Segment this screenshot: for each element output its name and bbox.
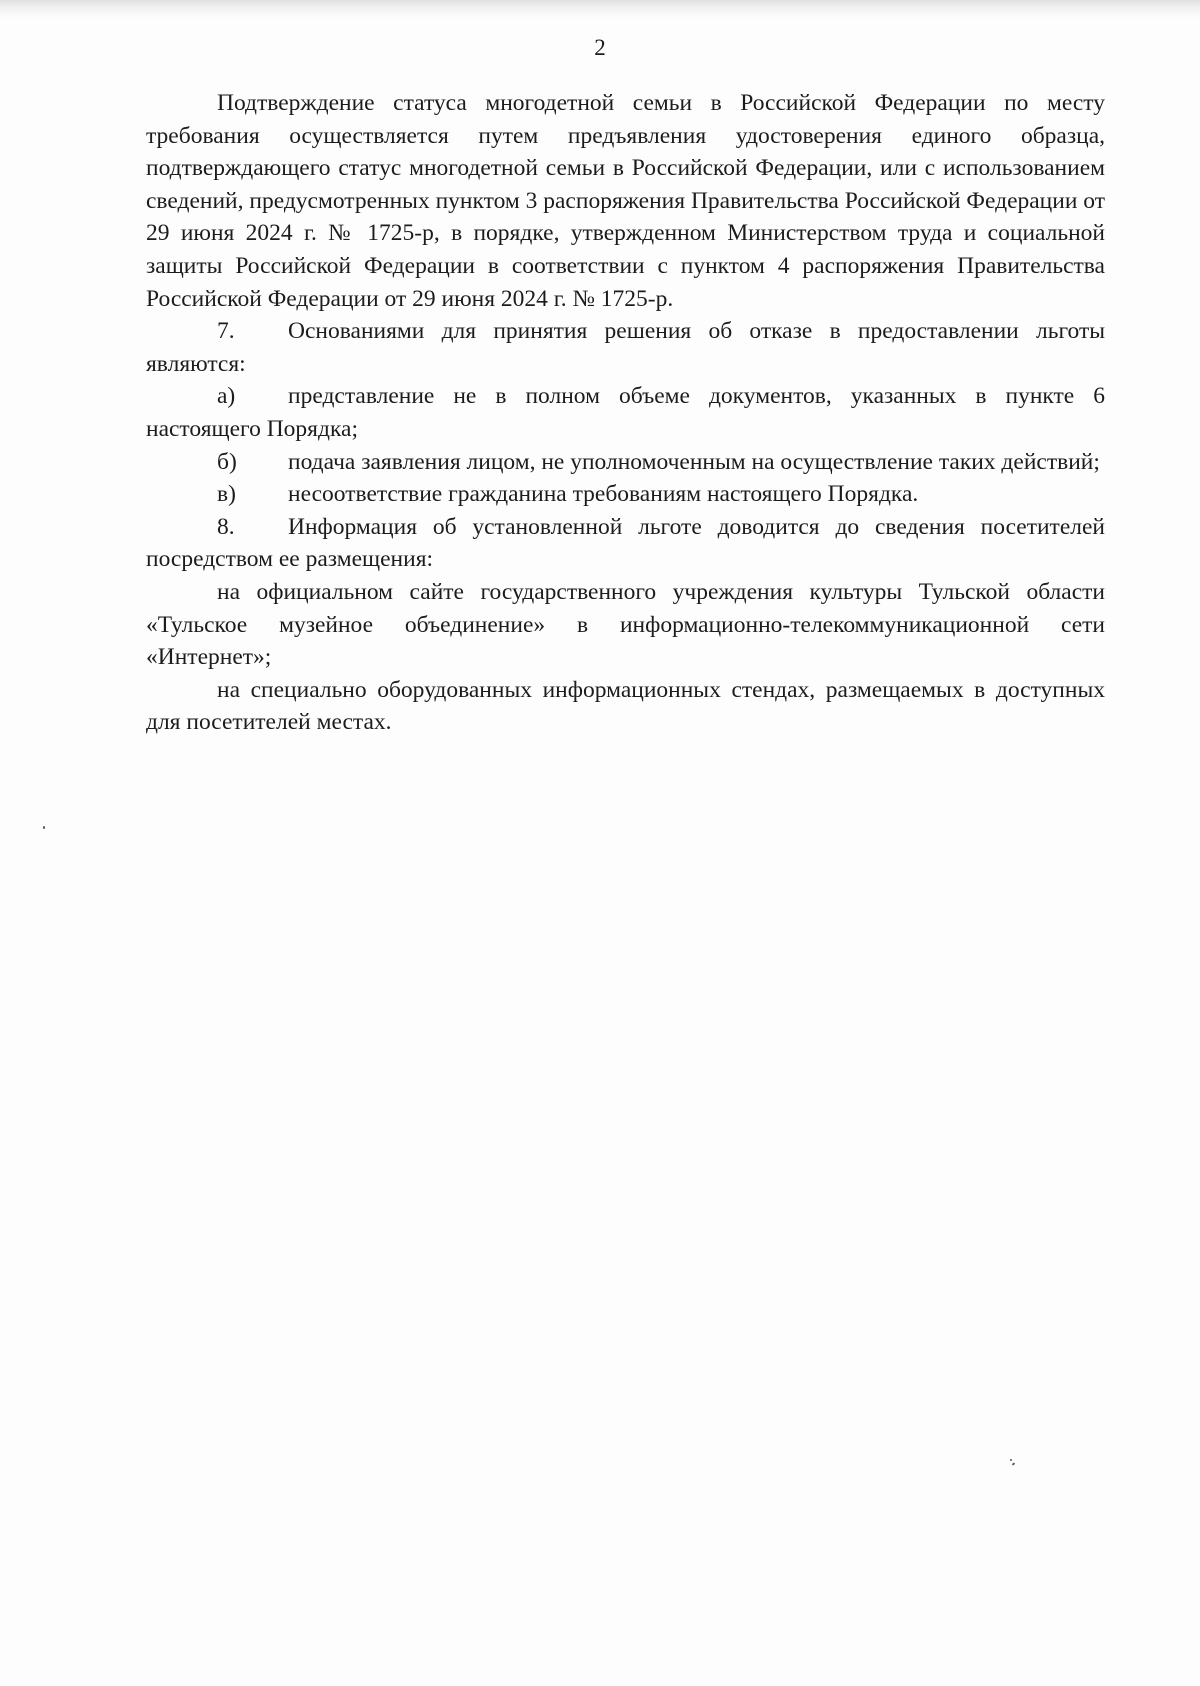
paragraph-marker: б) [217,448,237,475]
paragraph-text: подача заявления лицом, не уполномоченным на осуществление таких действий; [288,448,1100,475]
document-body [146,87,1105,739]
paragraph-confirmation-status [146,87,1105,315]
scan-speck [1010,1459,1012,1461]
paragraph-item-v [146,478,1105,511]
paragraph-text: на официальном сайте государственного учреждения культуры Тульской области «Тульское музейное объединение» в информационно-телекоммуникационной сети «Интернет»; [146,578,1105,671]
scan-edge-shadow [0,0,1200,18]
paragraph-marker: а) [217,383,236,410]
scan-speck [1012,1462,1016,1465]
scan-speck [43,826,45,829]
paragraph-text: несоответствие гражданина требованиям настоящего Порядка. [288,481,919,508]
paragraph-item-8 [146,511,1105,576]
paragraph-marker: 8. [217,513,235,540]
paragraph-marker: 7. [217,318,235,345]
page-number: 2 [594,35,606,60]
paragraph-info-stands [146,674,1105,739]
paragraph-item-7 [146,315,1105,380]
paragraph-marker: в) [217,481,236,508]
paragraph-official-site [146,576,1105,674]
paragraph-text: представление не в полном объеме документов, указанных в пункте 6 настоящего Порядка; [146,383,1105,442]
paragraph-item-a [146,380,1105,445]
paragraph-text: Подтверждение статуса многодетной семьи в Российской Федерации по месту требования осуществляется путем предъявления удостоверения единого образца, подтверждающего статус многодетной семьи в Российской Федерации, или с использованием сведений, предусмотренных пунктом 3 распоряжения Правительства Российской Федерации от 29 июня 2024 г. № 1725-р, в порядке, утвержденном Министерством труда и социальной защиты Российской Федерации в соответствии с пунктом 4 распоряжения Правительства Российской Федерации от 29 июня 2024 г. № 1725-р. [146,90,1105,312]
paragraph-text: Основаниями для принятия решения об отказе в предоставлении льготы являются: [146,318,1105,377]
paragraph-item-b [146,446,1105,479]
paragraph-text: на специально оборудованных информационных стендах, размещаемых в доступных для посетителей местах. [146,676,1105,736]
paragraph-text: Информация об установленной льготе доводится до сведения посетителей посредством ее размещения: [146,513,1105,573]
